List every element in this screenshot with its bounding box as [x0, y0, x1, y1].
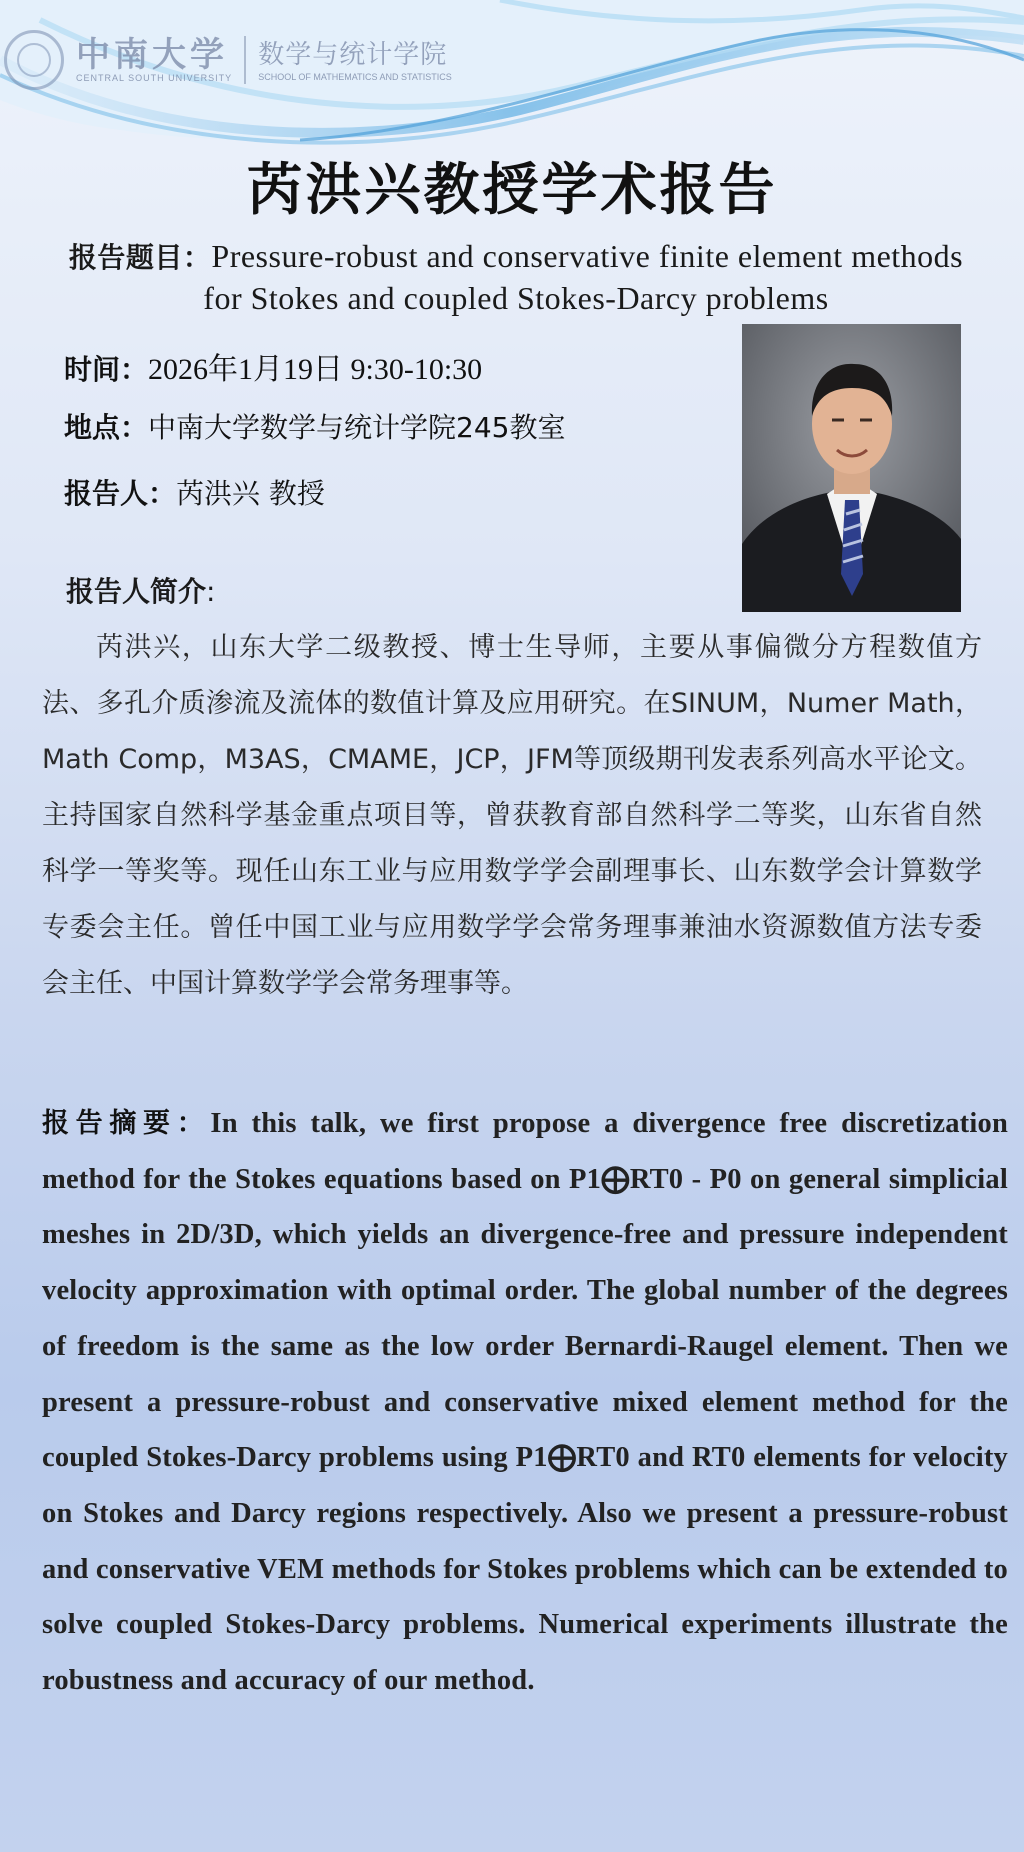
place-label: 地点：: [64, 411, 149, 444]
abstract: [42, 1096, 1008, 1709]
report-place: [64, 406, 565, 446]
speaker-value: 芮洪兴 教授: [176, 477, 325, 510]
report-time: [64, 344, 482, 388]
university-seal-icon: [4, 30, 64, 90]
report-speaker: [64, 472, 325, 512]
university-name-en: CENTRAL SOUTH UNIVERSITY: [76, 73, 233, 83]
place-value: 中南大学数学与统计学院245教室: [148, 411, 566, 444]
speaker-photo: [742, 324, 961, 612]
university-name-cn: 中南大学: [76, 35, 228, 75]
speaker-label: 报告人：: [64, 477, 177, 510]
topic-value: Pressure-robust and conservative finite element methods for Stokes and coupled Stokes-Darcy problems: [203, 238, 964, 316]
school-name-cn: 数学与统计学院: [258, 40, 448, 70]
logo-divider: [244, 36, 246, 84]
bio-label: 报告人简介: [66, 575, 207, 608]
abstract-label: 报告摘要：: [42, 1108, 211, 1139]
abstract-text: In this talk, we first propose a divergence free discretization method for the Stokes equations based on P1⨁RT0 - P0 on general simplicial meshes in 2D/3D, which yields an divergence-free and pressure independent velocity approximation with optimal order. The global number of the degrees of freedom is the same as the low order Bernardi-Raugel element. Then we present a pressure-robust and conservative mixed element method for the coupled Stokes-Darcy problems using P1⨁RT0 and RT0 elements for velocity on Stokes and Darcy regions respectively. Also we present a pressure-robust and conservative VEM methods for Stokes problems which can be extended to solve coupled Stokes-Darcy problems. Numerical experiments illustrate the robustness and accuracy of our method.: [42, 1108, 1008, 1697]
university-logo: [4, 30, 452, 90]
page-title: 芮洪兴教授学术报告: [246, 158, 778, 223]
report-topic: [56, 236, 976, 319]
bio-heading: [66, 570, 215, 610]
topic-label: 报告题目：: [68, 241, 212, 274]
bio-text: 芮洪兴，山东大学二级教授、博士生导师，主要从事偏微分方程数值方法、多孔介质渗流及流体的数值计算及应用研究。在SINUM，Numer Math，Math Comp，M3AS，CMAME，JCP，JFM等顶级期刊发表系列高水平论文。主持国家自然科学基金重点项目等，曾获教育部自然科学二等奖，山东省自然科学一等奖等。现任山东工业与应用数学学会副理事长、山东数学会计算数学专委会主任。曾任中国工业与应用数学学会常务理事兼油水资源数值方法专委会主任、中国计算数学学会常务理事等。: [42, 632, 982, 999]
school-name-en: SCHOOL OF MATHEMATICS AND STATISTICS: [258, 72, 452, 82]
time-label: 时间：: [64, 353, 149, 386]
university-name: [76, 37, 232, 83]
bio-colon: :: [206, 575, 216, 608]
time-value: 2026年1月19日 9:30-10:30: [148, 353, 483, 386]
school-name: [258, 38, 452, 82]
